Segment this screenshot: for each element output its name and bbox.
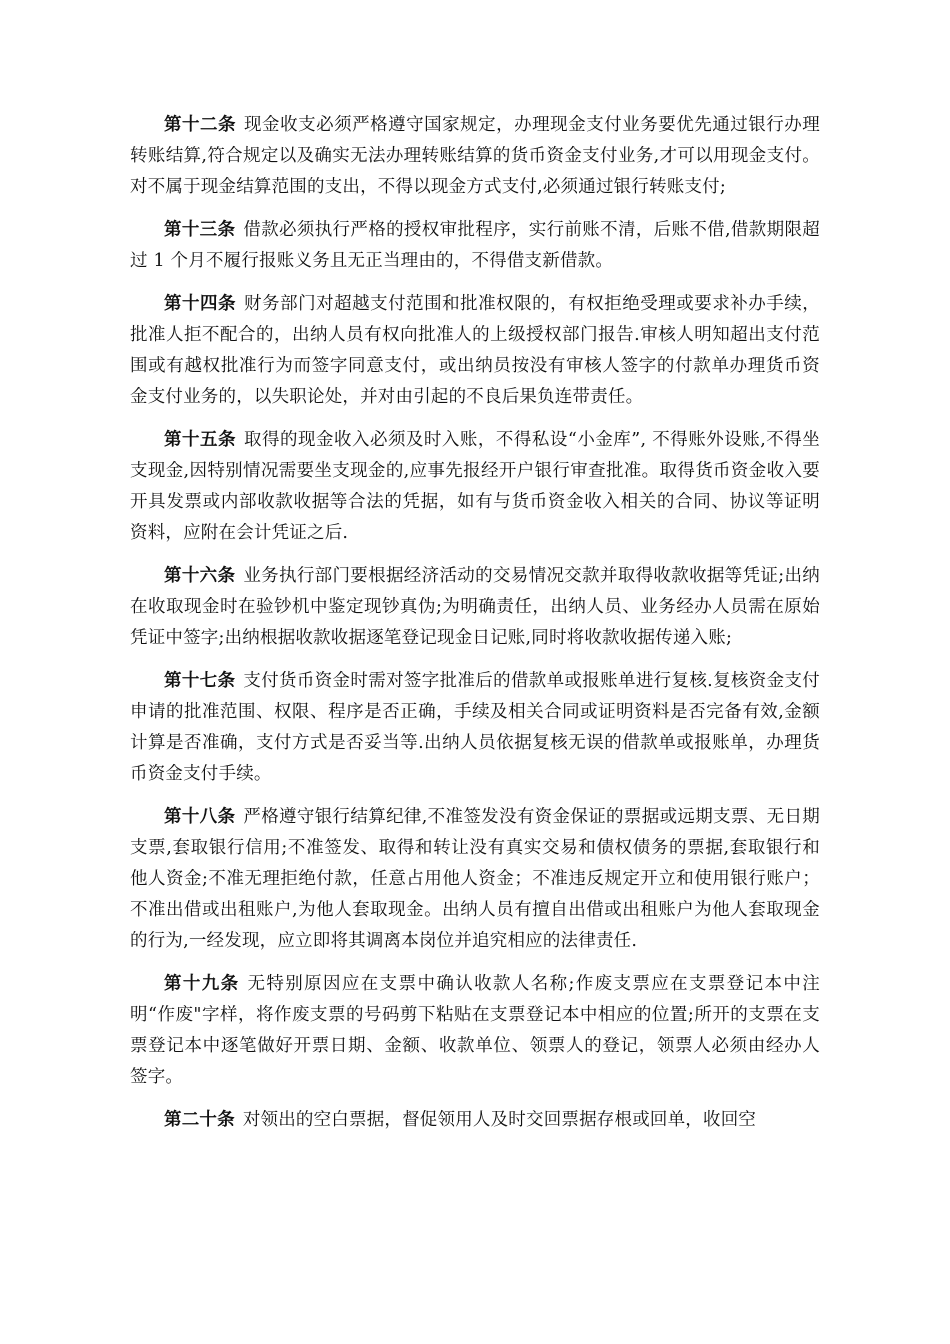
article-12 xyxy=(130,110,820,203)
article-text: 对领出的空白票据，督促领用人及时交回票据存根或回单，收回空 xyxy=(242,1110,757,1130)
document-body xyxy=(130,110,820,1148)
article-18 xyxy=(130,802,820,957)
article-13 xyxy=(130,215,820,277)
article-text: 取得的现金收入必须及时入账，不得私设“小金库”, 不得账外设账,不得坐支现金,因特别情况需要坐支现金的,应事先报经开户银行审查批准。取得货币资金收入要开具发票或内部收款收据等合法的凭据，如有与货币资金收入相关的合同、协议等证明资料，应附在会计凭证之后. xyxy=(130,430,820,543)
article-number: 第十八条 xyxy=(164,807,236,827)
article-20 xyxy=(130,1105,820,1136)
article-text: 无特别原因应在支票中确认收款人名称;作废支票应在支票登记本中注明“作废"字样，将作废支票的号码剪下粘贴在支票登记本中相应的位置;所开的支票在支票登记本中逐笔做好开票日期、金额、收款单位、领票人的登记，领票人必须由经办人签字。 xyxy=(130,974,821,1087)
article-number: 第十五条 xyxy=(164,430,236,450)
article-text: 业务执行部门要根据经济活动的交易情况交款并取得收款收据等凭证;出纳在收取现金时在验钞机中鉴定现钞真伪;为明确责任，出纳人员、业务经办人员需在原始凭证中签字;出纳根据收款收据逐笔登记现金日记账,同时将收款收据传递入账; xyxy=(130,566,820,648)
article-number: 第十六条 xyxy=(164,566,236,586)
article-number: 第十二条 xyxy=(164,115,237,135)
article-17 xyxy=(130,666,820,790)
article-19 xyxy=(130,969,820,1093)
article-14 xyxy=(130,289,820,413)
article-text: 现金收支必须严格遵守国家规定，办理现金支付业务要优先通过银行办理转账结算,符合规定以及确实无法办理转账结算的货币资金支付业务,才可以用现金支付。对不属于现金结算范围的支出，不得以现金方式支付,必须通过银行转账支付; xyxy=(130,115,820,197)
article-16 xyxy=(130,561,820,654)
article-number: 第十三条 xyxy=(164,220,236,240)
article-number: 第二十条 xyxy=(164,1110,235,1130)
article-text: 严格遵守银行结算纪律,不准签发没有资金保证的票据或远期支票、无日期支票,套取银行信用;不准签发、取得和转让没有真实交易和债权债务的票据,套取银行和他人资金;不准无理拒绝付款，任意占用他人资金；不准违反规定开立和使用银行账户；不准出借或出租账户,为他人套取现金。出纳人员有擅自出借或出租账户为他人套取现金的行为,一经发现，应立即将其调离本岗位并追究相应的法律责任. xyxy=(130,807,820,951)
article-number: 第十九条 xyxy=(164,974,240,994)
article-number: 第十七条 xyxy=(164,671,236,691)
article-number: 第十四条 xyxy=(164,294,237,314)
article-text: 财务部门对超越支付范围和批准权限的，有权拒绝受理或要求补办手续，批准人拒不配合的，出纳人员有权向批准人的上级授权部门报告.审核人明知超出支付范围或有越权批准行为而签字同意支付，或出纳员按没有审核人签字的付款单办理货币资金支付业务的，以失职论处，并对由引起的不良后果负连带责任。 xyxy=(130,294,820,407)
article-text: 借款必须执行严格的授权审批程序，实行前账不清，后账不借,借款期限超过 1 个月不履行报账义务且无正当理由的，不得借支新借款。 xyxy=(130,220,820,271)
article-text: 支付货币资金时需对签字批准后的借款单或报账单进行复核.复核资金支付申请的批准范围、权限、程序是否正确，手续及相关合同或证明资料是否完备有效,金额计算是否准确，支付方式是否妥当等.出纳人员依据复核无误的借款单或报账单，办理货币资金支付手续。 xyxy=(130,671,820,784)
article-15 xyxy=(130,425,820,549)
